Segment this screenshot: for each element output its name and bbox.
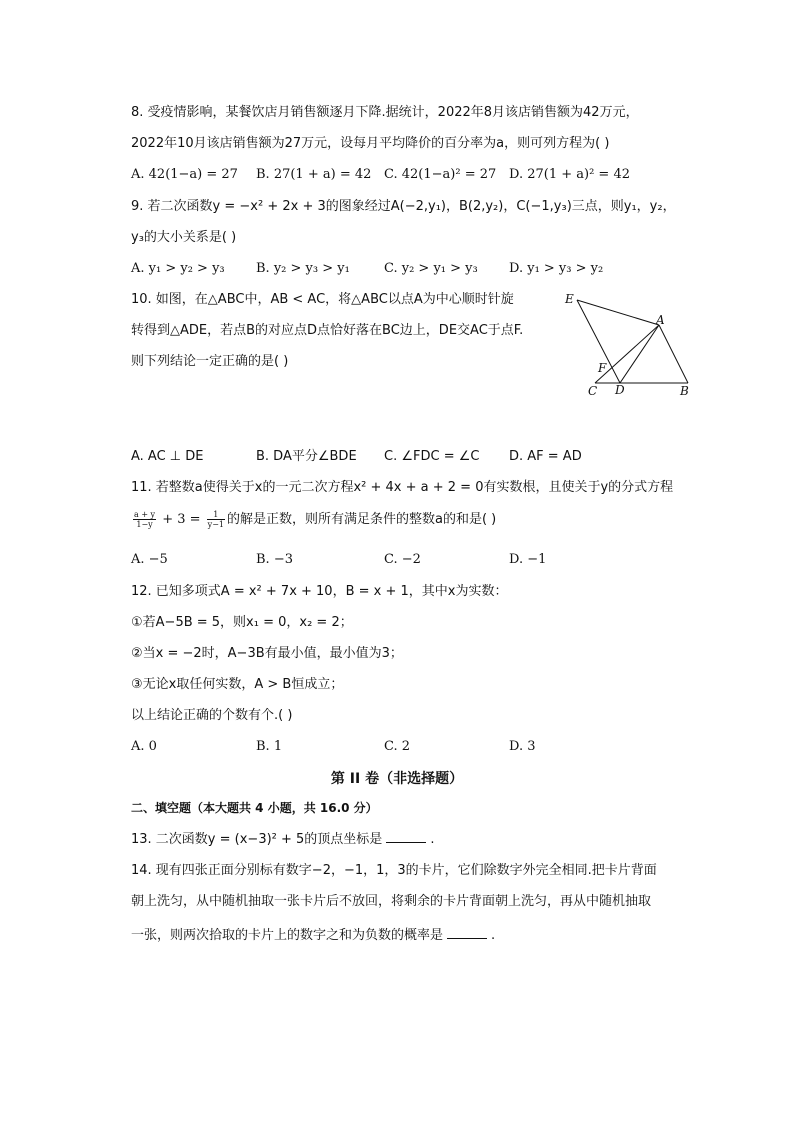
q14-text: 一张，则两次拾取的卡片上的数字之和为负数的概率是 bbox=[131, 928, 444, 943]
segment-ad bbox=[620, 325, 659, 383]
label-a: A bbox=[656, 313, 665, 327]
q9-line2: y₃的大小关系是( ) bbox=[131, 230, 237, 245]
q13-answer-blank[interactable] bbox=[386, 830, 426, 843]
q14-answer-blank[interactable] bbox=[447, 926, 487, 939]
segment-ab bbox=[659, 325, 688, 383]
q14-line1: 14. 现有四张正面分别标有数字−2，−1，1，3的卡片，它们除数字外完全相同.把卡片背面 bbox=[131, 863, 657, 878]
label-d: D bbox=[615, 383, 625, 397]
q10-option-b: B. DA平分∠BDE bbox=[256, 449, 357, 464]
q14-period: . bbox=[491, 928, 496, 943]
q12-statement-3: ③无论x取任何实数，A > B恒成立； bbox=[131, 677, 344, 692]
q12-statement-2: ②当x = −2时，A−3B有最小值，最小值为3； bbox=[131, 646, 403, 661]
q14-line3 bbox=[131, 926, 495, 945]
q9-option-d: D. y₁ > y₃ > y₂ bbox=[509, 261, 604, 276]
q10-line3: 则下列结论一定正确的是( ) bbox=[131, 354, 289, 369]
q11-line1: 11. 若整数a使得关于x的一元二次方程x² + 4x + a + 2 = 0有实数根，且使关于y的分式方程 bbox=[131, 480, 674, 495]
q11-fraction-right bbox=[207, 510, 225, 529]
q11-fraction-left bbox=[133, 510, 156, 529]
triangle-figure bbox=[563, 290, 703, 400]
q11-frac1-num: a + y bbox=[134, 510, 156, 519]
q11-line2 bbox=[131, 510, 496, 529]
q10-line2: 转得到△ADE，若点B的对应点D点恰好落在BC边上，DE交AC于点F. bbox=[131, 323, 524, 338]
q12-line1: 12. 已知多项式A = x² + 7x + 10，B = x + 1，其中x为实数： bbox=[131, 584, 508, 599]
q11-frac2-num: 1 bbox=[207, 510, 225, 520]
section-heading: 二、填空题（本大题共 4 小题，共 16.0 分） bbox=[131, 801, 378, 815]
q8-line2: 2022年10月该店销售额为27万元，设每月平均降价的百分率为a，则可列方程为( ) bbox=[131, 136, 610, 151]
q14-line2: 朝上洗匀，从中随机抽取一张卡片后不放回，将剩余的卡片背面朝上洗匀，再从中随机抽取 bbox=[131, 894, 652, 909]
q8-line1: 8. 受疫情影响，某餐饮店月销售额逐月下降.据统计，2022年8月该店销售额为42万元， bbox=[131, 105, 639, 120]
q10-option-a: A. AC ⊥ DE bbox=[131, 449, 204, 464]
label-f: F bbox=[598, 361, 607, 375]
q13-line bbox=[131, 830, 434, 849]
q10-line1: 10. 如图，在△ABC中，AB < AC，将△ABC以点A为中心顺时针旋 bbox=[131, 292, 514, 307]
segment-ea bbox=[577, 300, 659, 325]
q12-option-a: A. 0 bbox=[131, 739, 157, 754]
q13-period: . bbox=[430, 832, 435, 847]
q9-option-c: C. y₂ > y₁ > y₃ bbox=[384, 261, 478, 276]
q9-line1: 9. 若二次函数y = −x² + 2x + 3的图象经过A(−2,y₁)，B(2,y₂)，C(−1,y₃)三点，则y₁，y₂， bbox=[131, 199, 676, 214]
q10-option-c: C. ∠FDC = ∠C bbox=[384, 449, 480, 464]
label-c: C bbox=[588, 384, 598, 398]
q12-statement-1: ①若A−5B = 5，则x₁ = 0，x₂ = 2； bbox=[131, 615, 353, 630]
q11-option-b: B. −3 bbox=[256, 552, 293, 567]
q8-option-b: B. 27(1 + a) = 42 bbox=[256, 167, 372, 182]
q12-line5: 以上结论正确的个数有个.( ) bbox=[131, 708, 293, 723]
q11-option-d: D. −1 bbox=[509, 552, 547, 567]
q9-option-b: B. y₂ > y₃ > y₁ bbox=[256, 261, 350, 276]
q8-option-c: C. 42(1−a)² = 27 bbox=[384, 167, 497, 182]
q11-line2-rest: 的解是正数，则所有满足条件的整数a的和是( ) bbox=[226, 512, 497, 527]
label-e: E bbox=[565, 292, 574, 306]
q12-option-b: B. 1 bbox=[256, 739, 283, 754]
q13-text: 13. 二次函数y = (x−3)² + 5的顶点坐标是 bbox=[131, 832, 383, 847]
q8-option-a: A. 42(1−a) = 27 bbox=[131, 167, 238, 182]
q11-option-a: A. −5 bbox=[131, 552, 168, 567]
label-b: B bbox=[680, 384, 689, 398]
section-title: 第 II 卷（非选择题） bbox=[330, 771, 464, 787]
q10-option-d: D. AF = AD bbox=[509, 449, 582, 464]
q11-frac2-den: y−1 bbox=[207, 520, 224, 529]
q11-frac1-den: 1−y bbox=[136, 520, 153, 529]
q8-option-d: D. 27(1 + a)² = 42 bbox=[509, 167, 630, 182]
q12-option-c: C. 2 bbox=[384, 739, 411, 754]
q12-option-d: D. 3 bbox=[509, 739, 536, 754]
q11-mid: + 3 = bbox=[158, 512, 205, 527]
q11-option-c: C. −2 bbox=[384, 552, 421, 567]
q9-option-a: A. y₁ > y₂ > y₃ bbox=[131, 261, 225, 276]
